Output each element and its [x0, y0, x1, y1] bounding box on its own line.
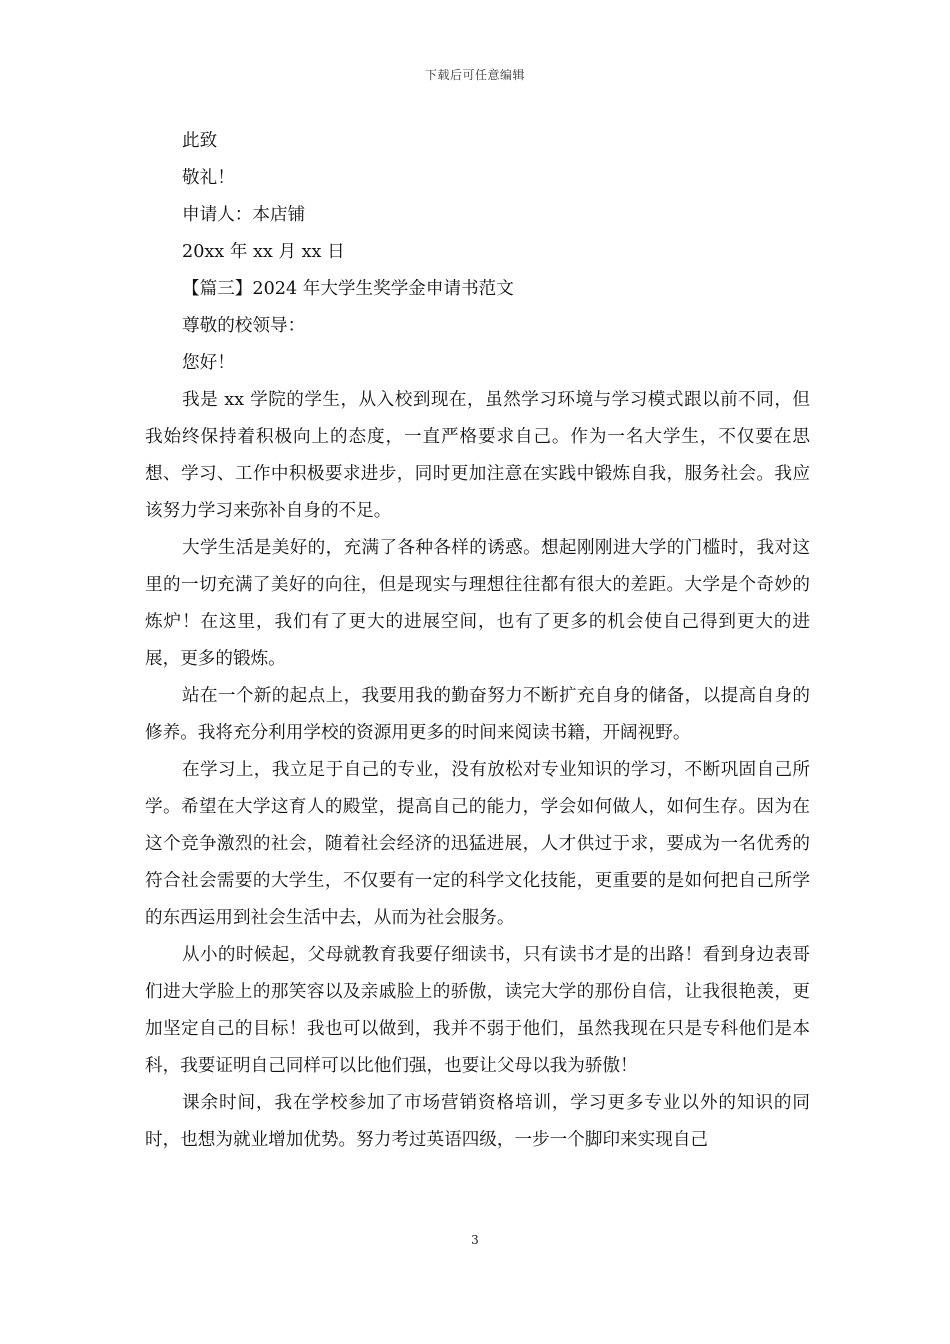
- body-paragraph: 站在一个新的起点上，我要用我的勤奋努力不断扩充自身的储备，以提高自身的修养。我将充分利用学校的资源用更多的时间来阅读书籍，开阔视野。: [145, 686, 810, 743]
- page-header: 下载后可任意编辑: [424, 68, 525, 82]
- section-title: 【篇三】2024 年大学生奖学金申请书范文: [182, 279, 514, 299]
- date-line: 20xx 年 xx 月 xx 日: [182, 242, 345, 262]
- closing-salutation: 此致: [182, 131, 218, 151]
- body-paragraph: 大学生活是美好的，充满了各种各样的诱惑。想起刚刚进大学的门槛时，我对这里的一切充满了美好的向往，但是现实与理想往往都有很大的差距。大学是个奇妙的炼炉！在这里，我们有了更大的进展空间，也有了更多的机会使自己得到更大的进展，更多的锻炼。: [145, 538, 810, 669]
- applicant-line: 申请人：本店铺: [182, 205, 306, 225]
- document-body: [145, 123, 810, 1159]
- body-paragraph: 在学习上，我立足于自己的专业，没有放松对专业知识的学习，不断巩固自己所学。希望在大学这育人的殿堂，提高自己的能力，学会如何做人，如何生存。因为在这个竞争激烈的社会，随着社会经济的迅猛进展，人才供过于求，要成为一名优秀的符合社会需要的大学生，不仅要有一定的科学文化技能，更重要的是如何把自己所学的东西运用到社会生活中去，从而为社会服务。: [145, 760, 810, 928]
- body-paragraph: 我是 xx 学院的学生，从入校到现在，虽然学习环境与学习模式跟以前不同，但我始终保持着积极向上的态度，一直严格要求自己。作为一名大学生，不仅要在思想、学习、工作中积极要求进步，同时更加注意在实践中锻炼自我，服务社会。我应该努力学习来弥补自身的不足。: [145, 390, 810, 521]
- body-paragraph: 从小的时候起，父母就教育我要仔细读书，只有读书才是的出路！看到身边表哥们进大学脸上的那笑容以及亲戚脸上的骄傲，读完大学的那份自信，让我很艳羡，更加坚定自己的目标！我也可以做到，我并不弱于他们，虽然我现在只是专科他们是本科，我要证明自己同样可以比他们强，也要让父母以我为骄傲！: [145, 945, 810, 1076]
- closing-regards: 敬礼！: [182, 168, 235, 188]
- greeting: 您好！: [182, 353, 235, 373]
- page-number: 3: [471, 1233, 479, 1247]
- body-paragraph: 课余时间，我在学校参加了市场营销资格培训，学习更多专业以外的知识的同时，也想为就业增加优势。努力考过英语四级，一步一个脚印来实现自己: [145, 1093, 810, 1150]
- greeting-to: 尊敬的校领导：: [182, 316, 306, 336]
